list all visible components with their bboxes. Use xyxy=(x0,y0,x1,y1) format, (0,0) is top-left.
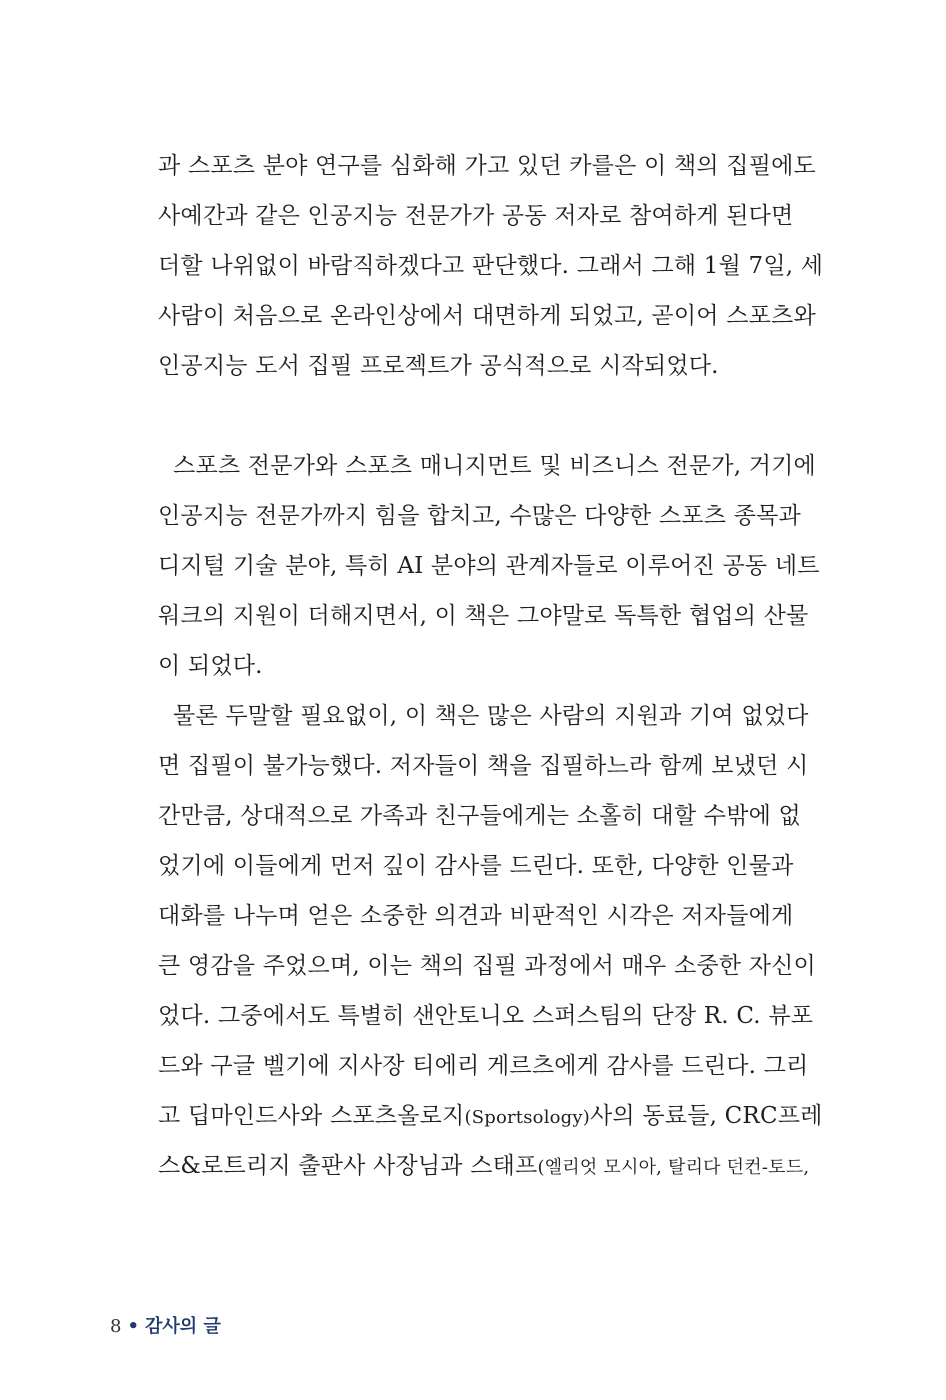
text-line: 대화를 나누며 얻은 소중한 의견과 비판적인 시각은 저자들에게 xyxy=(158,903,794,929)
running-title: 감사의 글 xyxy=(144,1316,221,1337)
text-line: 워크의 지원이 더해지면서, 이 책은 그야말로 독특한 협업의 산물 xyxy=(158,603,809,629)
page-footer xyxy=(110,1312,221,1338)
text-line xyxy=(158,1146,810,1186)
text-line xyxy=(158,1096,823,1136)
text-segment-small: (엘리엇 모시아, 탈리다 던컨-토드, xyxy=(537,1157,810,1178)
text-line: 디지털 기술 분야, 특히 AI 분야의 관계자들로 이루어진 공동 네트 xyxy=(158,553,820,579)
text-line: 드와 구글 벨기에 지사장 티에리 게르츠에게 감사를 드린다. 그리 xyxy=(158,1053,809,1079)
text-line: 인공지능 전문가까지 힘을 합치고, 수많은 다양한 스포츠 종목과 xyxy=(158,503,801,529)
page-number: 8 xyxy=(110,1316,122,1337)
text-line: 면 집필이 불가능했다. 저자들이 책을 집필하느라 함께 보냈던 시 xyxy=(158,753,809,779)
text-line: 과 스포츠 분야 연구를 심화해 가고 있던 카를은 이 책의 집필에도 xyxy=(158,153,816,179)
text-line: 이 되었다. xyxy=(158,653,263,679)
text-line: 사예간과 같은 인공지능 전문가가 공동 저자로 참여하게 된다면 xyxy=(158,203,794,229)
text-line: 큰 영감을 주었으며, 이는 책의 집필 과정에서 매우 소중한 자신이 xyxy=(158,953,816,979)
text-line: 물론 두말할 필요없이, 이 책은 많은 사람의 지원과 기여 없었다 xyxy=(158,703,809,729)
text-line: 었기에 이들에게 먼저 깊이 감사를 드린다. 또한, 다양한 인물과 xyxy=(158,853,794,879)
text-segment-small: (Sportsology) xyxy=(464,1107,591,1128)
text-line: 었다. 그중에서도 특별히 샌안토니오 스퍼스팀의 단장 R. C. 뷰포 xyxy=(158,1003,814,1029)
text-line: 간만큼, 상대적으로 가족과 친구들에게는 소홀히 대할 수밖에 없 xyxy=(158,803,801,829)
text-segment: 스&로트리지 출판사 사장님과 스태프 xyxy=(158,1153,538,1179)
text-line: 인공지능 도서 집필 프로젝트가 공식적으로 시작되었다. xyxy=(158,353,719,379)
text-line: 사람이 처음으로 온라인상에서 대면하게 되었고, 곧이어 스포츠와 xyxy=(158,303,816,329)
text-line: 스포츠 전문가와 스포츠 매니지먼트 및 비즈니스 전문가, 거기에 xyxy=(158,453,816,479)
bullet-separator: • xyxy=(127,1316,139,1337)
text-segment: 사의 동료들, CRC프레 xyxy=(590,1103,823,1129)
text-line: 더할 나위없이 바람직하겠다고 판단했다. 그래서 그해 1월 7일, 세 xyxy=(158,253,824,279)
text-segment: 고 딥마인드사와 스포츠올로지 xyxy=(158,1103,465,1129)
